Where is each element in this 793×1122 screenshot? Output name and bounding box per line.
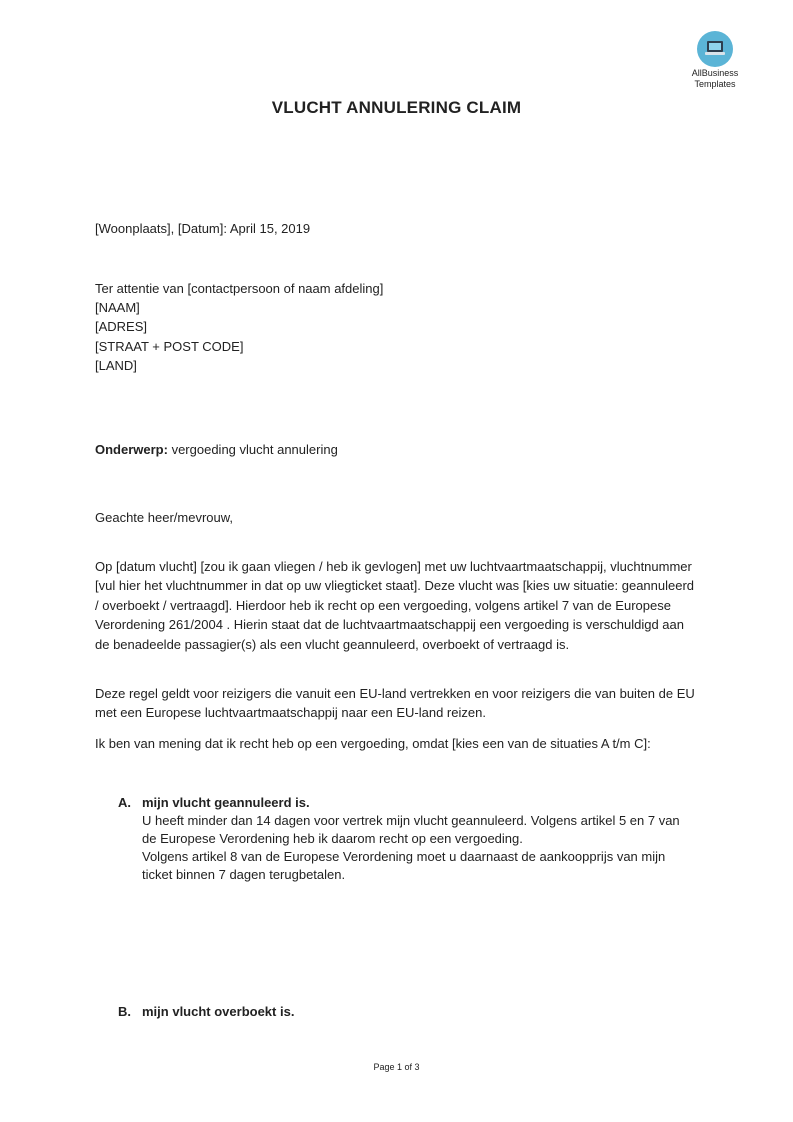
address-block	[95, 279, 383, 375]
list-a-line-2: de Europese Verordening heb ik daarom recht op een vergoeding.	[142, 831, 523, 846]
body-paragraph-3: Ik ben van mening dat ik recht heb op een vergoeding, omdat [kies een van de situaties A t/m C]:	[95, 736, 651, 751]
subject-line	[95, 440, 338, 459]
document-title: VLUCHT ANNULERING CLAIM	[271, 98, 522, 117]
allbusiness-logo	[680, 31, 750, 89]
address-postcode: [STRAAT + POST CODE]	[95, 338, 244, 354]
page-number: Page 1 of 3	[373, 1062, 420, 1072]
address-attention: Ter attentie van [contactpersoon of naam afdeling]	[95, 281, 384, 296]
laptop-icon	[697, 31, 733, 67]
list-item-a	[118, 794, 708, 884]
body-paragraph-1: Op [datum vlucht] [zou ik gaan vliegen / heb ik gevlogen] met uw luchtvaartmaatschappij, vluchtnummer [vul hier het vluchtnummer in dat op uw vliegticket staat]. Deze vlucht was [kies uw situatie: geannuleerd / overboekt / vertraagd]. Hierdoor heb ik recht op een vergoeding, volgens artikel 7 van de Europese Verordening 261/2004 . Hierin staat dat de luchtvaartmaatschappij een vergoeding is verschuldigd aan de benadeelde passagier(s) als een vlucht geannuleerd, overboekt of vertraagd is.	[95, 559, 695, 652]
address-street: [ADRES]	[95, 319, 148, 335]
list-heading-a: mijn vlucht geannuleerd is.	[142, 795, 310, 810]
address-country: [LAND]	[95, 357, 137, 373]
list-a-line-3: Volgens artikel 8 van de Europese Verordening moet u daarnaast de aankoopprijs van mijn	[142, 849, 666, 864]
list-letter-b: B.	[118, 1004, 131, 1019]
address-name: [NAAM]	[95, 300, 140, 316]
salutation: Geachte heer/mevrouw,	[95, 510, 234, 525]
logo-text-line1: AllBusiness	[691, 68, 739, 78]
logo-text-line2: Templates	[694, 79, 736, 89]
list-a-line-1: U heeft minder dan 14 dagen voor vertrek mijn vlucht geannuleerd. Volgens artikel 5 en 7 van	[142, 813, 680, 828]
list-letter-a: A.	[118, 795, 131, 810]
body-paragraph-2: Deze regel geldt voor reizigers die vanuit een EU-land vertrekken en voor reizigers die van buiten de EU met een Europese luchtvaartmaatschappij naar een EU-land reizen.	[95, 686, 695, 721]
subject-label: Onderwerp:	[95, 442, 168, 457]
list-item-b	[118, 1003, 708, 1021]
list-a-line-4: ticket binnen 7 dagen terugbetalen.	[142, 867, 346, 882]
subject-text: vergoeding vlucht annulering	[167, 442, 338, 457]
place-date: [Woonplaats], [Datum]: April 15, 2019	[95, 221, 311, 236]
list-heading-b: mijn vlucht overboekt is.	[142, 1004, 295, 1019]
